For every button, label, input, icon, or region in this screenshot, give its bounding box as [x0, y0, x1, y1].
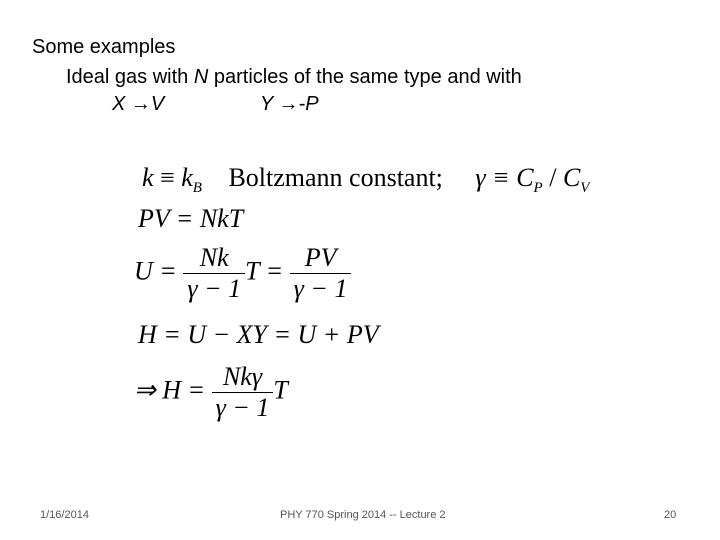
equation-internal-energy — [134, 243, 351, 304]
eq-u-lhs: U = — [134, 256, 184, 286]
eq-h2-frac — [212, 362, 274, 423]
eq-u-frac-2 — [290, 243, 352, 304]
footer-page-number: 20 — [664, 509, 677, 521]
eq-k-sub: B — [192, 180, 202, 196]
eq-k-rel: ≡ — [153, 163, 182, 192]
eq-h2-den: γ − 1 — [215, 393, 270, 422]
eq-boltzmann-label: Boltzmann constant; — [228, 163, 443, 192]
eq-h2-rhs: T — [273, 375, 288, 405]
eq-u-den-1: γ − 1 — [187, 274, 242, 303]
footer-date: 1/16/2014 — [40, 509, 89, 521]
equation-enthalpy-result — [134, 362, 288, 423]
equation-constants — [142, 163, 589, 197]
intro-text-pre: Ideal gas with — [66, 66, 194, 88]
eq-gamma-slash: / — [542, 163, 563, 192]
eq-gamma-cp-sub: P — [533, 180, 543, 196]
eq-u-num-1: Nk — [183, 243, 245, 274]
intro-text-post: particles of the same type and with — [208, 66, 522, 88]
mapping-x-v: X →V — [112, 93, 165, 115]
eq-h2-lhs: ⇒ H = — [134, 375, 212, 405]
eq-h2-num: Nkγ — [212, 362, 274, 393]
equation-enthalpy: H = U − XY = U + PV — [138, 320, 379, 349]
eq-u-frac-1 — [183, 243, 245, 304]
eq-gamma-cv-sub: V — [580, 180, 590, 196]
intro-line — [66, 66, 522, 89]
footer-course: PHY 770 Spring 2014 -- Lecture 2 — [280, 509, 446, 521]
eq-gamma-lhs: γ ≡ — [475, 163, 517, 192]
eq-gamma-cp: C — [516, 163, 534, 192]
eq-k-lhs: k — [142, 163, 154, 192]
intro-var-n: N — [193, 66, 209, 88]
mapping-y-p: Y →-P — [260, 93, 319, 115]
eq-k-rhs: k — [181, 163, 193, 192]
slide-heading: Some examples — [32, 36, 176, 58]
eq-u-mid: T = — [245, 256, 290, 286]
equation-ideal-gas: PV = NkT — [138, 204, 244, 233]
eq-u-num-2: PV — [290, 243, 352, 274]
eq-gamma-cv: C — [562, 163, 581, 192]
eq-u-den-2: γ − 1 — [293, 274, 348, 303]
